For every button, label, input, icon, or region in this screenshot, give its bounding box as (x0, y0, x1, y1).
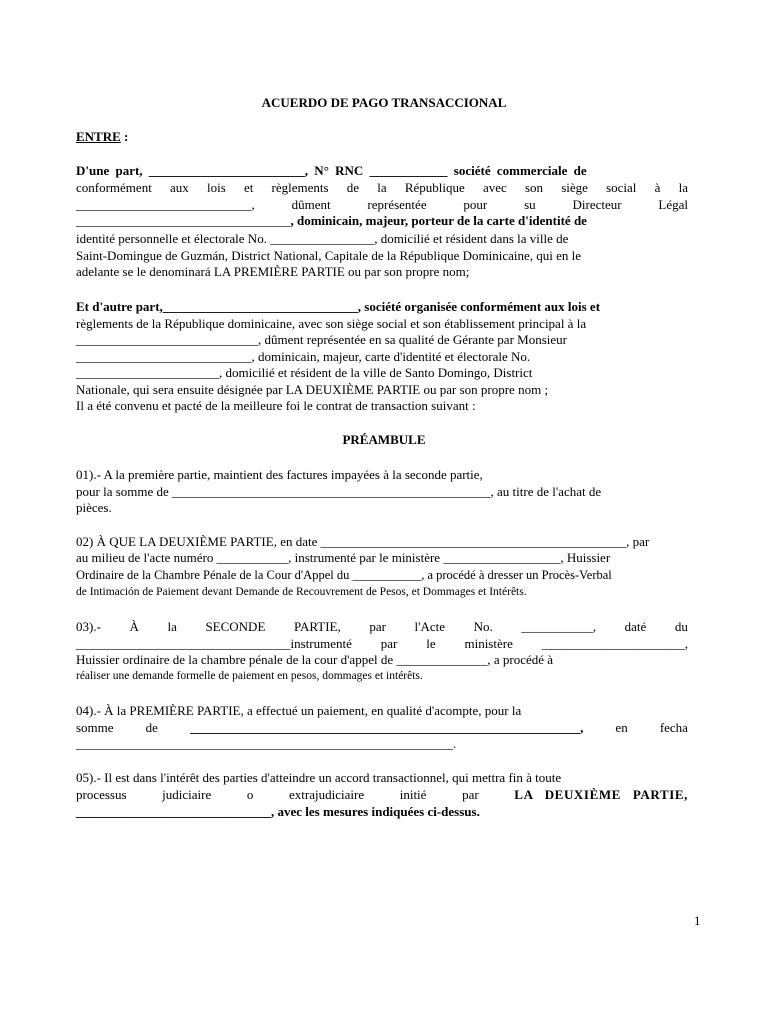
clause4-line-2: somme de ____________________________________________________________, en fecha (76, 720, 688, 735)
clause2-line-3: Ordinaire de la Chambre Pénale de la Cour d'Appel du ___________, a procédé à dresser un Procès-Verbal (76, 568, 612, 582)
clause5-line-2: processus judiciaire o extrajudiciaire initié par LA DEUXIÈME PARTIE, (76, 787, 688, 802)
party1-line-4: _________________________________, dominicain, majeur, porteur de la carte d'identité de (76, 213, 587, 228)
page-number: 1 (694, 913, 701, 928)
party2-line-5: ______________________, domicilié et résident de la ville de Santo Domingo, District (76, 365, 533, 380)
party1-line-1: D'une part, ________________________, N° RNC ____________ société commerciale de (76, 163, 587, 178)
party1-line-3: ___________________________, dûment représentée pour su Directeur Légal (76, 197, 688, 212)
party2-line-2: règlements de la République dominicaine, avec son siège social et son établissement principal à la (76, 316, 587, 331)
entre-label: ENTRE (76, 129, 121, 144)
party1-line-7: adelante se le denominará LA PREMIÈRE PARTIE ou par son propre nom; (76, 264, 470, 279)
clause4-line-3: __________________________________________________________. (76, 736, 457, 751)
party1-line-6: Saint-Domingue de Guzmán, District National, Capitale de la République Dominicaine, qui en le (76, 248, 582, 263)
clause5-line-3: ______________________________, avec les mesures indiquées ci-dessus. (76, 804, 480, 819)
clause3-line-2: _________________________________instrumenté par le ministère ______________________, (76, 636, 688, 651)
entre-colon: : (120, 129, 129, 144)
clause3-line-4: réaliser une demande formelle de paiement en pesos, dommages et intérêts. (76, 670, 423, 682)
clause3-line-3: Huissier ordinaire de la chambre pénale de la cour d'appel de ______________, a procédé à (76, 652, 554, 667)
clause1-line-3: pièces. (76, 500, 112, 515)
party1-line-5: identité personnelle et électorale No. ________________, domicilié et résident dans la ville de (76, 231, 569, 246)
party2-line-6: Nationale, qui sera ensuite désignée par LA DEUXIÈME PARTIE ou par son propre nom ; (76, 382, 549, 397)
preambule-heading: PRÉAMBULE (342, 432, 426, 447)
entre-heading (76, 129, 688, 145)
party2-line-7: Il a été convenu et pacté de la meilleure foi le contrat de transaction suivant : (76, 398, 476, 413)
clause3-line-1: 03).- À la SECONDE PARTIE, par l'Acte No. ___________, daté du (76, 619, 688, 634)
clause2-line-1: 02) À QUE LA DEUXIÈME PARTIE, en date _______________________________________________, par (76, 534, 650, 549)
document-title: ACUERDO DE PAGO TRANSACCIONAL (261, 95, 507, 110)
clause4-line-1: 04).- À la PREMIÈRE PARTIE, a effectué un paiement, en qualité d'acompte, pour la (76, 703, 522, 718)
party1-line-2: conformément aux lois et règlements de la République avec son siège social à la (76, 180, 688, 195)
clause2-line-4: de Intimación de Paiement devant Demande de Recouvrement de Pesos, et Dommages et Intérêts. (76, 586, 527, 598)
clause5-line-1: 05).- Il est dans l'intérêt des parties d'atteindre un accord transactionnel, qui mettra fin à toute (76, 770, 562, 785)
party2-line-4: ___________________________, dominicain, majeur, carte d'identité et électorale No. (76, 349, 531, 364)
party2-line-3: ____________________________, dûment représentée en sa qualité de Gérante par Monsieur (76, 332, 567, 347)
clause1-line-1: 01).- A la première partie, maintient des factures impayées à la seconde partie, (76, 467, 483, 482)
clause2-line-2: au milieu de l'acte numéro ___________, instrumenté par le ministère __________________, Huissier (76, 550, 611, 565)
clause1-line-2: pour la somme de _________________________________________________, au titre de l'achat de (76, 484, 602, 499)
party2-line-1: Et d'autre part,______________________________, société organisée conformément aux lois et (76, 299, 601, 314)
